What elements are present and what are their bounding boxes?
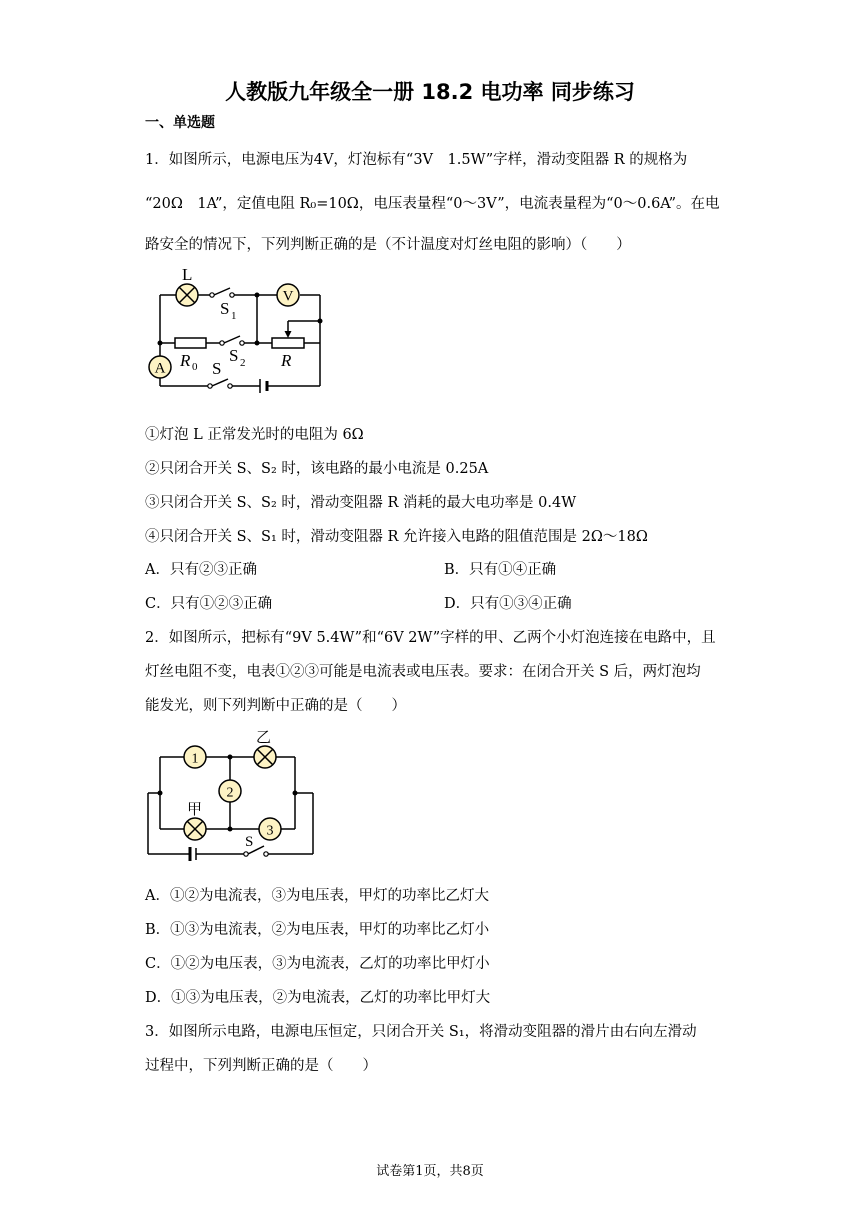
q1-statement-4: ④只闭合开关 S、S₁ 时，滑动变阻器 R 允许接入电路的阻值范围是 2Ω～18Ω <box>145 529 648 545</box>
label-S: S <box>245 834 254 850</box>
label-yi: 乙 <box>256 730 272 746</box>
svg-text:0: 0 <box>192 361 198 373</box>
q2-line-3: 能发光，则下列判断中正确的是（ ） <box>145 698 406 714</box>
q2-line-2: 灯丝电阻不变，电表①②③可能是电流表或电压表。要求：在闭合开关 S 后，两灯泡均 <box>145 664 701 680</box>
svg-text:V: V <box>282 288 294 305</box>
q3-line-2: 过程中，下列判断正确的是（ ） <box>145 1058 377 1074</box>
q2-option-c[interactable]: C．①②为电压表，③为电流表，乙灯的功率比甲灯小 <box>145 956 490 972</box>
q1-statement-2: ②只闭合开关 S、S₂ 时，该电路的最小电流是 0.25A <box>145 461 489 477</box>
meter-3-icon <box>259 818 281 840</box>
svg-text:2: 2 <box>240 357 246 369</box>
q1-line-1: 1．如图所示，电源电压为4V，灯泡标有“3V 1.5W”字样，滑动变阻器 R 的规格为 <box>145 152 688 168</box>
label-L: L <box>182 265 193 284</box>
q3-line-1: 3．如图所示电路，电源电压恒定，只闭合开关 S₁，将滑动变阻器的滑片由右向左滑动 <box>145 1024 697 1040</box>
svg-text:A: A <box>154 360 166 377</box>
lamp-yi-icon <box>254 746 276 768</box>
slider-arrow-icon <box>285 331 292 338</box>
voltmeter-icon <box>277 284 299 306</box>
meter-2-icon <box>219 780 241 802</box>
q1-option-b[interactable]: B．只有①④正确 <box>444 562 557 578</box>
section-heading: 一、单选题 <box>145 115 215 131</box>
page-title: 人教版九年级全一册 18.2 电功率 同步练习 <box>225 80 635 104</box>
q2-circuit-diagram <box>140 727 325 862</box>
page-footer: 试卷第1页，共8页 <box>376 1164 484 1179</box>
q1-line-3: 路安全的情况下，下列判断正确的是（不计温度对灯丝电阻的影响）（ ） <box>145 237 631 253</box>
q1-option-d[interactable]: D．只有①③④正确 <box>444 596 572 612</box>
lamp-jia-icon <box>184 818 206 840</box>
q1-circuit-diagram <box>140 262 340 397</box>
q2-option-d[interactable]: D．①③为电压表，②为电流表，乙灯的功率比甲灯大 <box>145 990 491 1006</box>
ammeter-icon <box>149 356 171 378</box>
label-S: S <box>212 359 222 378</box>
svg-text:2: 2 <box>226 785 234 801</box>
q2-option-b[interactable]: B．①③为电流表，②为电压表，甲灯的功率比乙灯小 <box>145 922 490 938</box>
q2-line-1: 2．如图所示，把标有“9V 5.4W”和“6V 2W”字样的甲、乙两个小灯泡连接在电路中，且 <box>145 630 716 646</box>
meter-1-icon <box>184 746 206 768</box>
svg-text:1: 1 <box>231 310 237 322</box>
q2-option-a[interactable]: A．①②为电流表，③为电压表，甲灯的功率比乙灯大 <box>145 888 489 904</box>
svg-text:1: 1 <box>191 751 199 767</box>
svg-text:3: 3 <box>266 823 274 839</box>
q1-line-2: “20Ω 1A”，定值电阻 R₀=10Ω，电压表量程“0～3V”，电流表量程为“0～0.6A”。在电 <box>145 196 720 212</box>
q1-option-a[interactable]: A．只有②③正确 <box>145 562 257 578</box>
label-S2: S <box>229 346 239 365</box>
label-R: R <box>281 351 292 370</box>
q1-option-c[interactable]: C．只有①②③正确 <box>145 596 273 612</box>
q1-statement-3: ③只闭合开关 S、S₂ 时，滑动变阻器 R 消耗的最大电功率是 0.4W <box>145 495 577 511</box>
label-R0: R <box>180 351 191 370</box>
lamp-icon <box>176 284 198 306</box>
label-S1: S <box>220 299 230 318</box>
label-jia: 甲 <box>187 802 203 818</box>
q1-statement-1: ①灯泡 L 正常发光时的电阻为 6Ω <box>145 427 364 443</box>
